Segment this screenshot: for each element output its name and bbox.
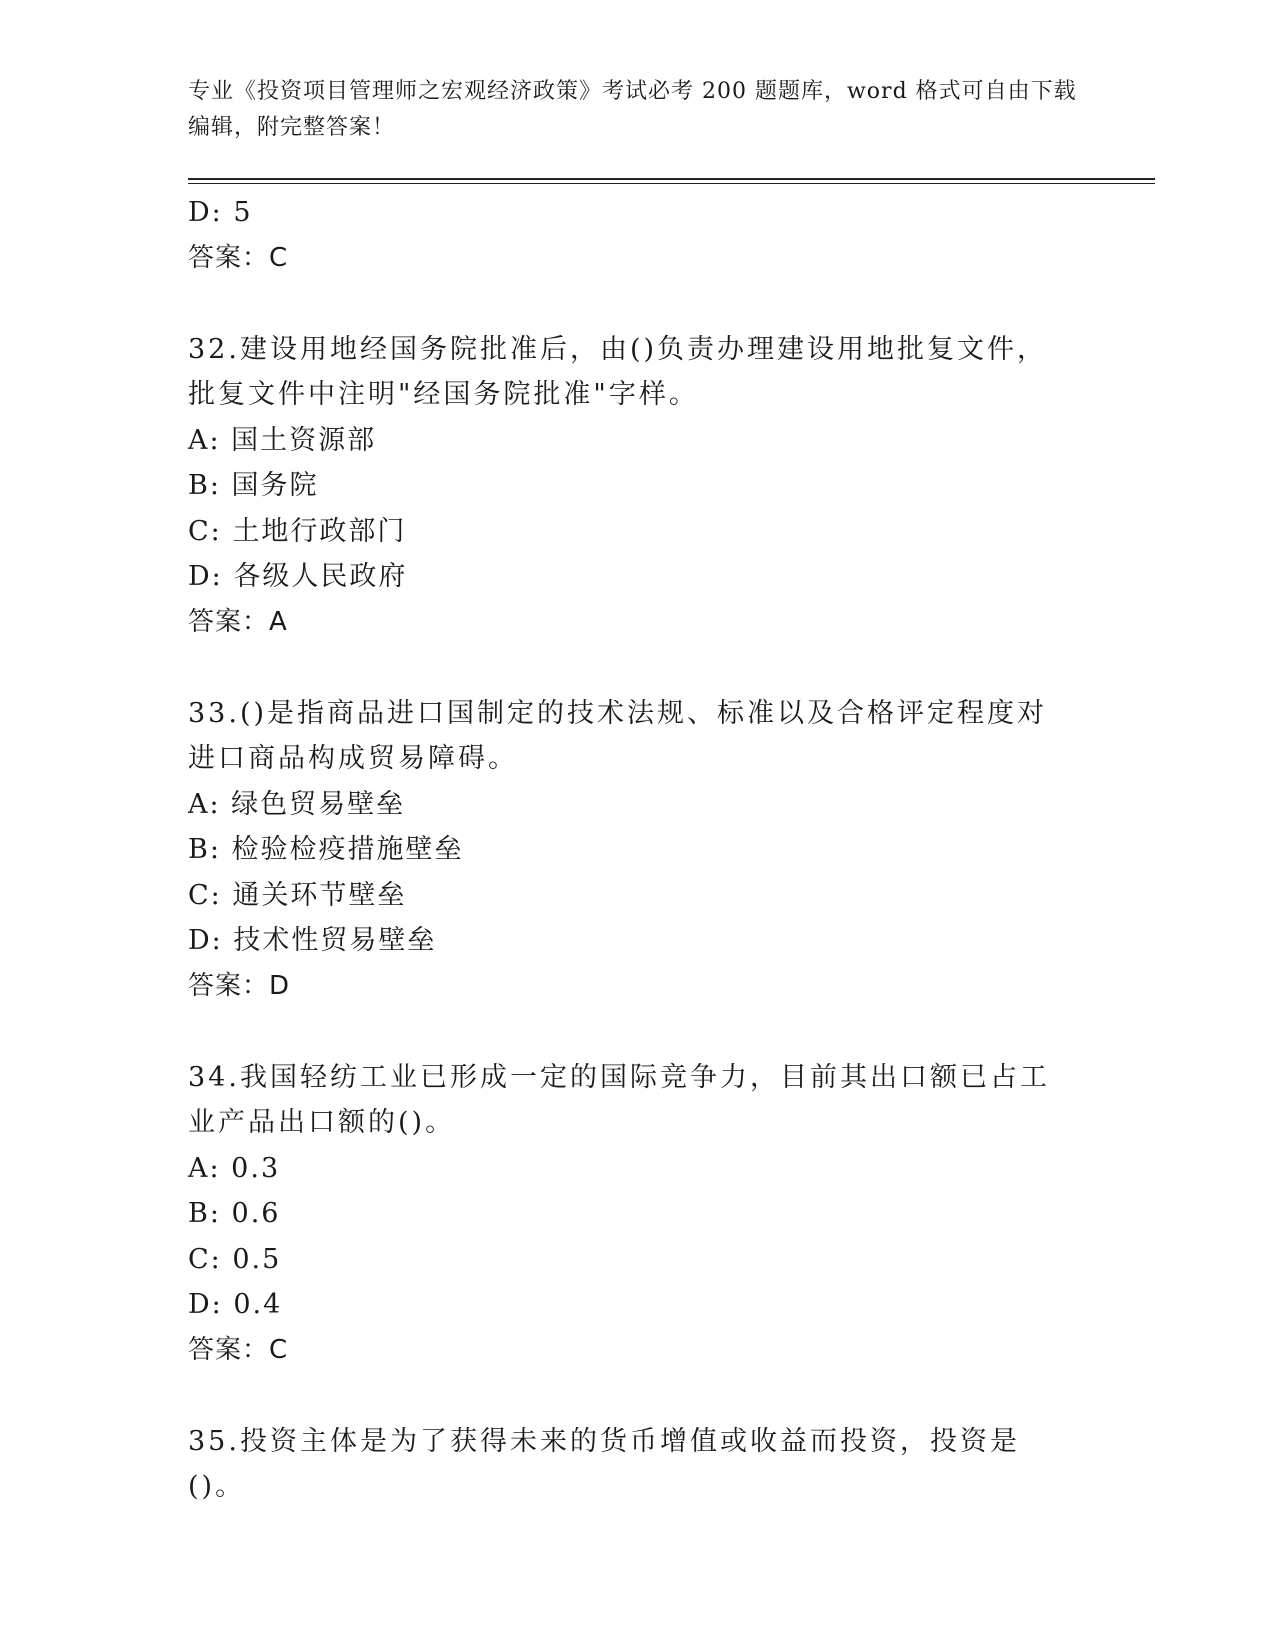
spacer bbox=[188, 281, 1088, 327]
spacer bbox=[188, 1009, 1088, 1055]
answer-line: 答案：A bbox=[188, 606, 288, 637]
option-c: C: 土地行政部门 bbox=[188, 515, 407, 547]
answer-line: 答案：C bbox=[188, 1334, 289, 1365]
question-34 bbox=[188, 1055, 1088, 1374]
question-list bbox=[188, 190, 1088, 1510]
question-stem: 35.投资主体是为了获得未来的货币增值或收益而投资，投资是()。 bbox=[188, 1425, 1020, 1502]
question-stem: 32.建设用地经国务院批准后，由()负责办理建设用地批复文件，批复文件中注明"经国务院批准"字样。 bbox=[188, 333, 1048, 410]
spacer bbox=[188, 1373, 1088, 1419]
option-d: D: 5 bbox=[188, 197, 253, 228]
option-c: C: 通关环节壁垒 bbox=[188, 879, 407, 911]
option-b: B: 国务院 bbox=[188, 470, 319, 501]
option-d: D: 各级人民政府 bbox=[188, 561, 408, 592]
header-rule-thick bbox=[188, 178, 1155, 180]
option-a: A: 国土资源部 bbox=[188, 424, 377, 456]
header-rule-thin bbox=[188, 183, 1155, 184]
option-c: C: 0.5 bbox=[188, 1243, 282, 1275]
page-header: 专业《投资项目管理师之宏观经济政策》考试必考 200 题题库，word 格式可自由下载编辑，附完整答案！ bbox=[188, 79, 1077, 140]
option-b: B: 0.6 bbox=[188, 1198, 281, 1229]
option-b: B: 检验检疫措施壁垒 bbox=[188, 834, 464, 865]
answer-line: 答案：C bbox=[188, 242, 289, 273]
option-a: A: 0.3 bbox=[188, 1152, 281, 1184]
option-d: D: 技术性贸易壁垒 bbox=[188, 925, 437, 956]
question-35 bbox=[188, 1419, 1088, 1510]
option-a: A: 绿色贸易壁垒 bbox=[188, 788, 406, 820]
question-stem: 33.()是指商品进口国制定的技术法规、标准以及合格评定程度对进口商品构成贸易障碍。 bbox=[188, 697, 1048, 774]
option-d: D: 0.4 bbox=[188, 1289, 283, 1320]
question-32 bbox=[188, 327, 1088, 646]
question-33 bbox=[188, 691, 1088, 1010]
spacer bbox=[188, 645, 1088, 691]
question-31-tail bbox=[188, 190, 1088, 281]
answer-line: 答案：D bbox=[188, 970, 291, 1001]
question-stem: 34.我国轻纺工业已形成一定的国际竞争力，目前其出口额已占工业产品出口额的()。 bbox=[188, 1061, 1050, 1138]
